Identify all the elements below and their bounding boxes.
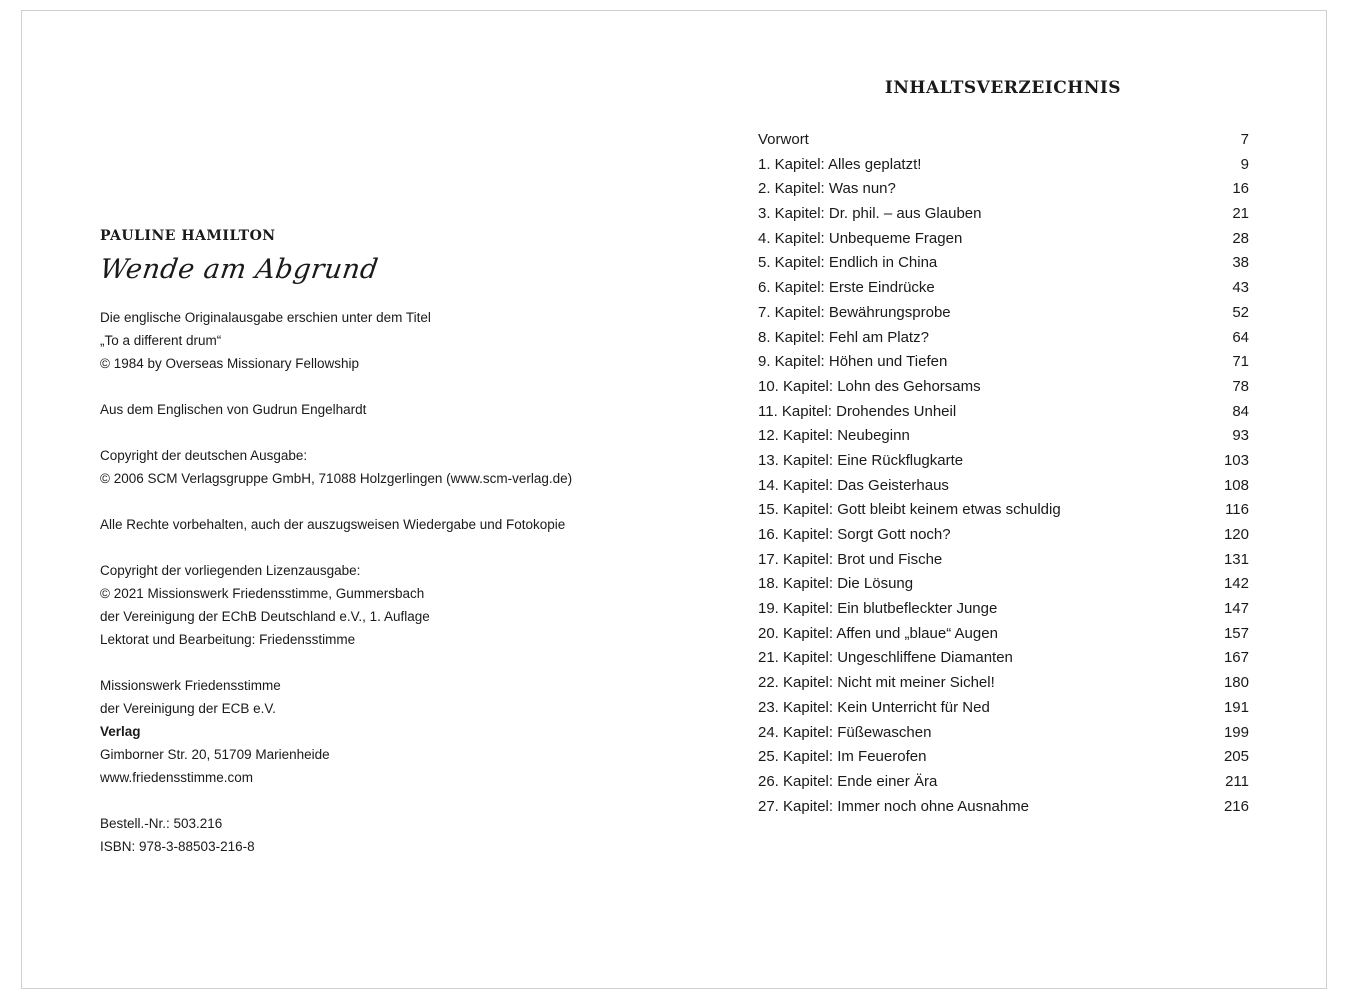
toc-entry-page: 43 [1232,279,1249,297]
toc-entry [758,795,1249,820]
toc-entry-title: 15. Kapitel: Gott bleibt keinem etwas schuldig [758,501,1061,519]
toc-entry [758,350,1249,375]
toc-entry-title: 3. Kapitel: Dr. phil. – aus Glauben [758,205,982,223]
book-title: Wende am Abgrund [97,254,381,285]
toc-entry-title: 2. Kapitel: Was nun? [758,180,896,198]
toc-entry [758,153,1249,178]
toc-entry-page: 103 [1223,451,1249,469]
toc-entry-page: 28 [1232,229,1249,247]
toc-entry [758,548,1249,573]
imprint-line: Die englische Originalausgabe erschien unter dem Titel [100,310,431,325]
toc-entry-title: Vorwort [758,131,809,148]
imprint-line: ISBN: 978-3-88503-216-8 [100,839,255,854]
toc-entry-page: 9 [1240,155,1249,173]
toc-entry-page: 142 [1223,575,1249,593]
toc-entry-page: 116 [1225,501,1249,519]
imprint-line: Copyright der deutschen Ausgabe: [100,448,308,463]
toc-entry [758,770,1249,795]
toc-entry-page: 131 [1223,550,1249,568]
toc-entry-page: 93 [1232,427,1249,445]
imprint-line: „To a different drum“ [100,333,222,348]
toc-entry [758,177,1249,202]
imprint-line: © 1984 by Overseas Missionary Fellowship [100,356,360,371]
imprint-spacer [100,536,700,559]
toc-entry-title: 12. Kapitel: Neubeginn [758,427,910,445]
imprint-line: der Vereinigung der EChB Deutschland e.V., 1. Auflage [100,609,430,624]
toc-entry [758,498,1249,523]
toc-entry [758,276,1249,301]
toc-entry-page: 211 [1225,772,1249,790]
imprint-line: Gimborner Str. 20, 51709 Marienheide [100,747,330,762]
toc-entry-title: 20. Kapitel: Affen und „blaue“ Augen [758,624,998,642]
toc-entry-title: 19. Kapitel: Ein blutbefleckter Junge [758,600,998,618]
imprint-line: Verlag [100,724,141,739]
toc-entry-page: 64 [1232,328,1249,346]
imprint-block [100,306,700,858]
toc-entry-title: 11. Kapitel: Drohendes Unheil [758,402,957,420]
toc-entry-page: 78 [1232,377,1249,395]
toc-entry [758,251,1249,276]
toc-entry-title: 1. Kapitel: Alles geplatzt! [758,155,922,173]
toc-entry-page: 180 [1223,674,1249,692]
toc-entry-page: 157 [1223,624,1249,642]
toc-entry-title: 5. Kapitel: Endlich in China [758,254,938,272]
toc-entry [758,474,1249,499]
table-of-contents [758,128,1249,819]
toc-entry [758,449,1249,474]
imprint-line: www.friedensstimme.com [100,770,254,785]
toc-entry-page: 108 [1223,476,1249,494]
toc-heading: INHALTSVERZEICHNIS [884,78,1122,98]
imprint-line: Lektorat und Bearbeitung: Friedensstimme [100,632,356,647]
imprint-line: Bestell.-Nr.: 503.216 [100,816,223,831]
toc-entry [758,523,1249,548]
imprint-line: Aus dem Englischen von Gudrun Engelhardt [100,402,367,417]
toc-entry [758,128,1249,153]
toc-entry [758,671,1249,696]
toc-entry-page: 216 [1223,797,1249,815]
toc-entry-title: 23. Kapitel: Kein Unterricht für Ned [758,698,990,716]
toc-entry-page: 84 [1232,402,1249,420]
imprint-spacer [100,421,700,444]
imprint-line: der Vereinigung der ECB e.V. [100,701,276,716]
toc-entry [758,597,1249,622]
toc-entry-title: 6. Kapitel: Erste Eindrücke [758,279,935,297]
toc-entry [758,646,1249,671]
toc-entry-page: 7 [1240,131,1249,148]
toc-entry-page: 191 [1223,698,1249,716]
author-name: PAULINE HAMILTON [100,228,276,244]
toc-entry [758,326,1249,351]
toc-entry-title: 26. Kapitel: Ende einer Ära [758,772,938,790]
imprint-line: Missionswerk Friedensstimme [100,678,281,693]
toc-entry [758,572,1249,597]
toc-entry-title: 14. Kapitel: Das Geisterhaus [758,476,949,494]
toc-entry-page: 147 [1223,600,1249,618]
toc-entry-page: 52 [1232,303,1249,321]
toc-entry-title: 21. Kapitel: Ungeschliffene Diamanten [758,649,1013,667]
imprint-spacer [100,651,700,674]
imprint-line: © 2021 Missionswerk Friedensstimme, Gummersbach [100,586,425,601]
toc-entry [758,202,1249,227]
imprint-line: Copyright der vorliegenden Lizenzausgabe: [100,563,361,578]
toc-entry [758,622,1249,647]
imprint-line: Alle Rechte vorbehalten, auch der auszugsweisen Wiedergabe und Fotokopie [100,517,566,532]
toc-entry [758,301,1249,326]
toc-entry-title: 9. Kapitel: Höhen und Tiefen [758,353,948,371]
toc-entry-title: 13. Kapitel: Eine Rückflugkarte [758,451,964,469]
toc-entry-page: 199 [1223,723,1249,741]
toc-entry-title: 25. Kapitel: Im Feuerofen [758,748,927,766]
imprint-page [97,226,700,858]
toc-entry-title: 22. Kapitel: Nicht mit meiner Sichel! [758,674,995,692]
toc-entry-page: 21 [1232,205,1249,223]
toc-entry [758,227,1249,252]
toc-entry [758,696,1249,721]
imprint-spacer [100,490,700,513]
toc-entry-title: 17. Kapitel: Brot und Fische [758,550,943,568]
toc-entry-page: 71 [1232,353,1249,371]
toc-entry-page: 38 [1232,254,1249,272]
toc-entry-page: 16 [1232,180,1249,198]
toc-entry-title: 27. Kapitel: Immer noch ohne Ausnahme [758,797,1029,815]
toc-entry-title: 7. Kapitel: Bewährungsprobe [758,303,951,321]
toc-entry-title: 16. Kapitel: Sorgt Gott noch? [758,526,951,543]
toc-entry [758,375,1249,400]
toc-entry-page: 167 [1223,649,1249,667]
toc-entry-page: 120 [1223,526,1249,543]
imprint-spacer [100,789,700,812]
imprint-spacer [100,375,700,398]
toc-entry-title: 4. Kapitel: Unbequeme Fragen [758,229,963,247]
toc-entry [758,424,1249,449]
toc-entry [758,745,1249,770]
toc-entry [758,400,1249,425]
toc-entry-title: 8. Kapitel: Fehl am Platz? [758,328,929,346]
toc-entry-title: 18. Kapitel: Die Lösung [758,575,914,593]
toc-entry-title: 10. Kapitel: Lohn des Gehorsams [758,377,981,395]
toc-entry-title: 24. Kapitel: Füßewaschen [758,723,932,741]
toc-entry-page: 205 [1223,748,1249,766]
imprint-line: © 2006 SCM Verlagsgruppe GmbH, 71088 Holzgerlingen (www.scm-verlag.de) [100,471,573,486]
toc-entry [758,721,1249,746]
